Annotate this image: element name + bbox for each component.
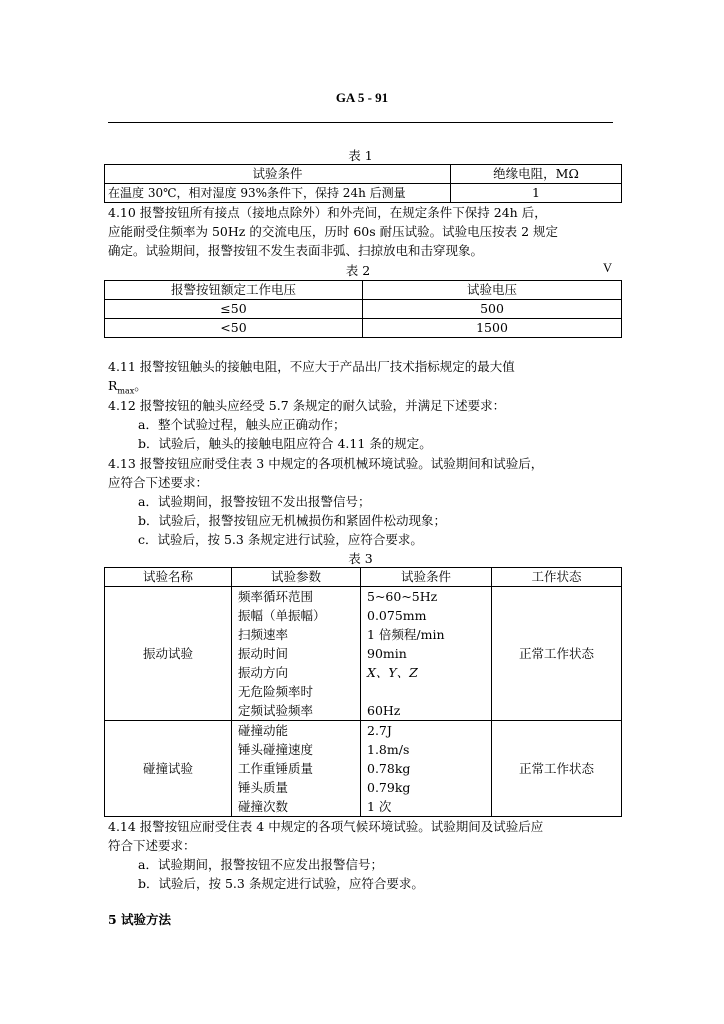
table3-header-conditions: 试验条件 (361, 568, 492, 587)
condition-item: 90min (367, 646, 407, 661)
param-item: 无危险频率时 (238, 684, 314, 699)
table3-header-params: 试验参数 (232, 568, 361, 587)
table-row (105, 165, 622, 184)
list-item: b．试验后，触头的接触电阻应符合 4.11 条的规定。 (138, 436, 432, 451)
param-item: 碰撞次数 (238, 799, 289, 814)
condition-item: 0.78kg (367, 761, 411, 776)
paragraph-line: 符合下述要求： (108, 838, 196, 853)
table3-header-name: 试验名称 (105, 568, 232, 587)
list-item: b．试验后，按 5.3 条规定进行试验，应符合要求。 (138, 876, 424, 891)
paragraph-line: 确定。试验期间，报警按钮不发生表面非弧、扫掠放电和击穿现象。 (108, 243, 484, 258)
table3-impact-params (232, 721, 361, 817)
param-item: 扫频速率 (238, 627, 289, 642)
table1-header-resistance: 绝缘电阻，MΩ (451, 165, 622, 184)
table2-cell: ≤50 (105, 300, 363, 319)
table3-impact-state: 正常工作状态 (492, 721, 622, 817)
table3-vibration-name: 振动试验 (105, 587, 232, 721)
paragraph-line: 4.10 报警按钮所有接点（接地点除外）和外壳间，在规定条件下保持 24h 后， (108, 205, 547, 220)
list-item: a．整个试验过程，触头应正确动作； (138, 417, 346, 432)
paragraph-line: 应符合下述要求： (108, 475, 209, 490)
table3-caption: 表 3 (348, 551, 373, 566)
param-item: 锤头碰撞速度 (238, 742, 314, 757)
paragraph-line: 4.13 报警按钮应耐受住表 3 中规定的各项机械环境试验。试验期间和试验后， (108, 456, 544, 471)
param-item: 振动时间 (238, 646, 289, 661)
table3-vibration-params (232, 587, 361, 721)
table2-caption: 表 2 (345, 263, 371, 278)
list-item: a．试验期间，报警按钮不发出报警信号； (138, 494, 371, 509)
table-row (105, 184, 622, 203)
param-item: 频率循环范围 (238, 589, 314, 604)
condition-item: X、Y、Z (367, 665, 418, 680)
symbol-subscript: max (117, 386, 135, 396)
paragraph-line: 应能耐受住频率为 50Hz 的交流电压，历时 60s 耐压试验。试验电压按表 2 规定 (108, 224, 559, 239)
condition-item: 1.8m/s (367, 742, 410, 757)
condition-item: 0.075mm (367, 608, 427, 623)
table3 (104, 567, 622, 817)
condition-item: 1 倍频程/min (367, 627, 445, 642)
symbol-r: R (108, 378, 118, 393)
table3-header-state: 工作状态 (492, 568, 622, 587)
document-header-title: GA 5 - 91 (335, 90, 389, 105)
table2-header-rated-voltage: 报警按钮额定工作电压 (105, 281, 363, 300)
condition-item (367, 682, 485, 701)
list-item: a．试验期间，报警按钮不应发出报警信号； (138, 857, 383, 872)
paragraph-line: 4.11 报警按钮触头的接触电阻，不应大于产品出厂技术指标规定的最大值 (108, 359, 515, 374)
section-5-heading: 5 试验方法 (108, 912, 172, 927)
table-row (105, 319, 622, 338)
table1-caption: 表 1 (348, 148, 373, 163)
condition-item: 0.79kg (367, 780, 411, 795)
condition-item: 5~60~5Hz (367, 589, 438, 604)
paragraph-line: 4.12 报警按钮的触头应经受 5.7 条规定的耐久试验，并满足下述要求： (108, 398, 506, 413)
param-item: 碰撞动能 (238, 723, 289, 738)
table1-cell: 1 (451, 184, 622, 203)
list-item: b．试验后，报警按钮应无机械损伤和紧固件松动现象； (138, 513, 447, 528)
table2-cell: <50 (105, 319, 363, 338)
table3-vibration-conditions (361, 587, 492, 721)
table2-cell: 1500 (363, 319, 622, 338)
table-row (105, 568, 622, 587)
list-item: c．试验后，按 5.3 条规定进行试验，应符合要求。 (138, 532, 423, 547)
table-row (105, 300, 622, 319)
paragraph-4-12 (108, 396, 618, 453)
condition-item: 2.7J (367, 723, 392, 738)
table3-impact-conditions (361, 721, 492, 817)
param-item: 振动方向 (238, 665, 289, 680)
punctuation: 。 (134, 378, 147, 393)
param-item: 振幅（单振幅） (238, 608, 326, 623)
table3-impact-name: 碰撞试验 (105, 721, 232, 817)
param-item: 锤头质量 (238, 780, 289, 795)
table1 (104, 164, 622, 203)
paragraph-line: 4.14 报警按钮应耐受住表 4 中规定的各项气候环境试验。试验期间及试验后应 (108, 819, 544, 834)
header-divider (108, 122, 613, 123)
paragraph-4-13 (108, 454, 618, 549)
paragraph-4-10 (108, 203, 618, 260)
paragraph-4-14 (108, 817, 618, 893)
table-row (105, 721, 622, 817)
paragraph-4-11 (108, 357, 618, 401)
table1-header-condition: 试验条件 (105, 165, 451, 184)
table-row (105, 587, 622, 721)
table1-cell: 在温度 30℃，相对湿度 93%条件下，保持 24h 后测量 (105, 184, 451, 203)
condition-item: 1 次 (367, 799, 392, 814)
param-item: 定频试验频率 (238, 703, 314, 718)
table2-cell: 500 (363, 300, 622, 319)
table3-vibration-state: 正常工作状态 (492, 587, 622, 721)
table2-header-test-voltage: 试验电压 (363, 281, 622, 300)
condition-item: 60Hz (367, 703, 401, 718)
param-item: 工作重锤质量 (238, 761, 314, 776)
table2-unit: V (603, 261, 613, 275)
table2 (104, 280, 622, 338)
table-row (105, 281, 622, 300)
